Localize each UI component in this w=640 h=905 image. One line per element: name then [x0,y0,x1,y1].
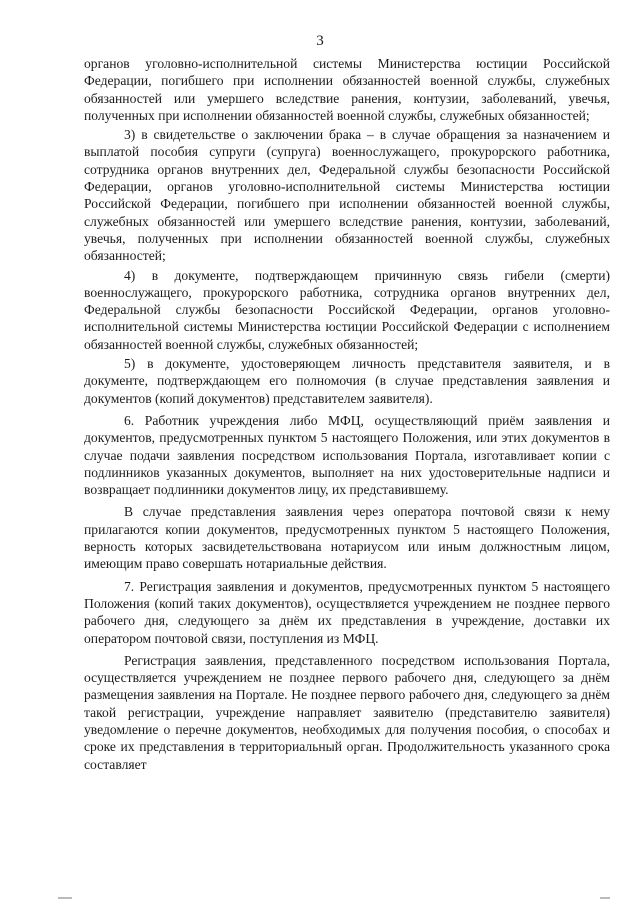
paragraph-postal: В случае представления заявления через оператора почтовой связи к нему прилагаются копии документов, предусмотренных пунктом 5 настоящего Положения, верность которых засвидетельствована нотариусом или иным должностным лицом, имеющим право совершать нотариальные действия. [84,504,610,572]
document-body [84,55,610,775]
paragraph-continuation: органов уголовно-исполнительной системы Министерства юстиции Российской Федерации, погибшего при исполнении обязанностей военной службы, служебных обязанностей или умершего вследствие ранения, контузии, заболеваний, увечья, полученных при исполнении обязанностей военной службы, служебных обязанностей; [84,56,610,123]
paragraph-item-5: 5) в документе, удостоверяющем личность представителя заявителя, и в документе, подтверждающем его полномочия (в случае представления заявления и документов (копий документов) представителем заявителя). [84,356,610,406]
paragraph-clause-7: 7. Регистрация заявления и документов, предусмотренных пунктом 5 настоящего Положения (копий таких документов), осуществляется учреждением не позднее первого рабочего дня, следующего за днём их представления в учреждение, доставки их оператором почтовой связи, поступления из МФЦ. [84,578,610,646]
page-number: 3 [316,33,324,49]
paragraph-item-3: 3) в свидетельстве о заключении брака – в случае обращения за назначением и выплатой пособия супруги (супруга) военнослужащего, прокурорского работника, сотрудника органов внутренних дел, Федеральной службы безопасности Российской Федерации, органов уголовно-исполнительной системы Министерства юстиции Российской Федерации, погибшего при исполнении обязанностей военной службы, служебных обязанностей или умершего вследствие ранения, контузии, заболеваний, увечья, полученных при исполнении обязанностей военной службы, служебных обязанностей; [84,127,610,264]
scan-artifact-right [600,897,610,899]
paragraph-clause-6: 6. Работник учреждения либо МФЦ, осуществляющий приём заявления и документов, предусмотренных пунктом 5 настоящего Положения, или этих документов в случае подачи заявления посредством использования Портала, изготавливает копии с подлинников указанных документов, выполняет на них удостоверительные надписи и возвращает подлинники документов лицу, их представившему. [84,412,610,498]
paragraph-portal-registration: Регистрация заявления, представленного посредством использования Портала, осуществляется учреждением не позднее первого рабочего дня, следующего за днём размещения заявления на Портале. Не позднее первого рабочего дня, следующего за днём такой регистрации, учреждение направляет заявителю (представителю заявителя) уведомление о перечне документов, необходимых для получения пособия, о способах и сроке их представления в территориальный орган. Продолжительность указанного срока составляет [84,652,610,772]
paragraph-item-4: 4) в документе, подтверждающем причинную связь гибели (смерти) военнослужащего, прокурорского работника, сотрудника органов внутренних дел, Федеральной службы безопасности Российской Федерации, органов уголовно-исполнительной системы Министерства юстиции Российской Федерации с исполнением обязанностей военной службы, служебных обязанностей; [84,267,610,352]
scan-artifact-left [58,897,72,899]
